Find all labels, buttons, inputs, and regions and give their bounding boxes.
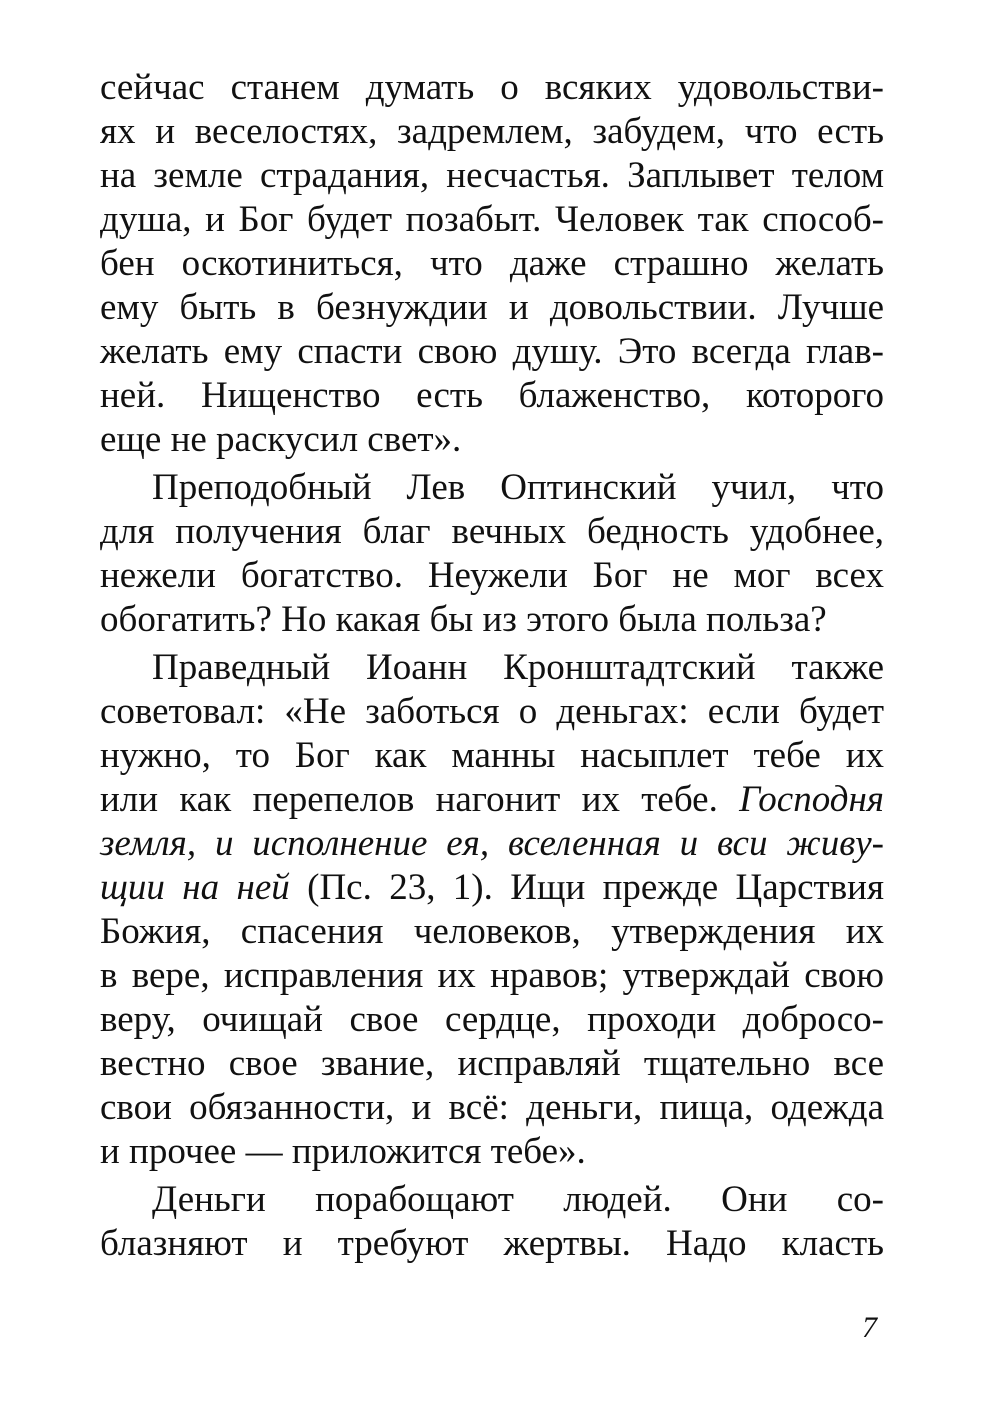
text-line-mixed (100, 866, 884, 910)
text-span: или как перепелов нагонит их тебе. (100, 779, 718, 820)
text-line: бен оскотиниться, что даже страшно желать (100, 243, 884, 284)
text-line-italic (100, 822, 884, 866)
text-span: (Пс. 23, 1). Ищи прежде Царствия (307, 867, 885, 908)
text-line: нужно, то Бог как манны насыплет тебе их (100, 735, 884, 776)
text-line: и прочее — приложится тебе». (100, 1131, 586, 1172)
text-line: ях и веселостях, задремлем, забудем, что есть (100, 111, 884, 152)
paragraph-first-line: Праведный Иоанн Кронштадтский также (152, 647, 884, 688)
text-line: нежели богатство. Неужели Бог не мог всех (100, 555, 884, 596)
text-line: ней. Нищенство есть блаженство, которого (100, 375, 884, 416)
paragraph-first-line: Деньги порабощают людей. Они со- (152, 1179, 884, 1220)
text-line: сейчас станем думать о всяких удовольстви- (100, 67, 884, 108)
text-line: обогатить? Но какая бы из этого была польза? (100, 599, 827, 640)
italic-span: Господня (739, 779, 885, 820)
text-line-mixed (100, 778, 884, 822)
text-line: в вере, исправления их нравов; утверждай свою (100, 955, 884, 996)
italic-span: земля, и исполнение ея, вселенная и вси живу- (100, 823, 884, 864)
text-line: душа, и Бог будет позабыт. Человек так способ- (100, 199, 884, 240)
text-line: для получения благ вечных бедность удобнее, (100, 511, 884, 552)
italic-span: щии на ней (100, 867, 290, 908)
paragraph-first-line: Преподобный Лев Оптинский учил, что (152, 467, 884, 508)
text-line: вестно свое звание, исправляй тщательно все (100, 1043, 884, 1084)
text-line: на земле страдания, несчастья. Заплывет телом (100, 155, 884, 196)
text-line: желать ему спасти свою душу. Это всегда глав- (100, 331, 884, 372)
text-line: ему быть в безнуждии и довольствии. Лучше (100, 287, 884, 328)
text-line: еще не раскусил свет». (100, 419, 462, 460)
text-line: веру, очищай свое сердце, проходи добросо- (100, 999, 884, 1040)
text-line: свои обязанности, и всё: деньги, пища, одежда (100, 1087, 884, 1128)
page-number: 7 (862, 1311, 877, 1344)
text-line: советовал: «Не заботься о деньгах: если будет (100, 691, 884, 732)
text-line: блазняют и требуют жертвы. Надо класть (100, 1223, 884, 1264)
text-line: Божия, спасения человеков, утверждения их (100, 911, 884, 952)
